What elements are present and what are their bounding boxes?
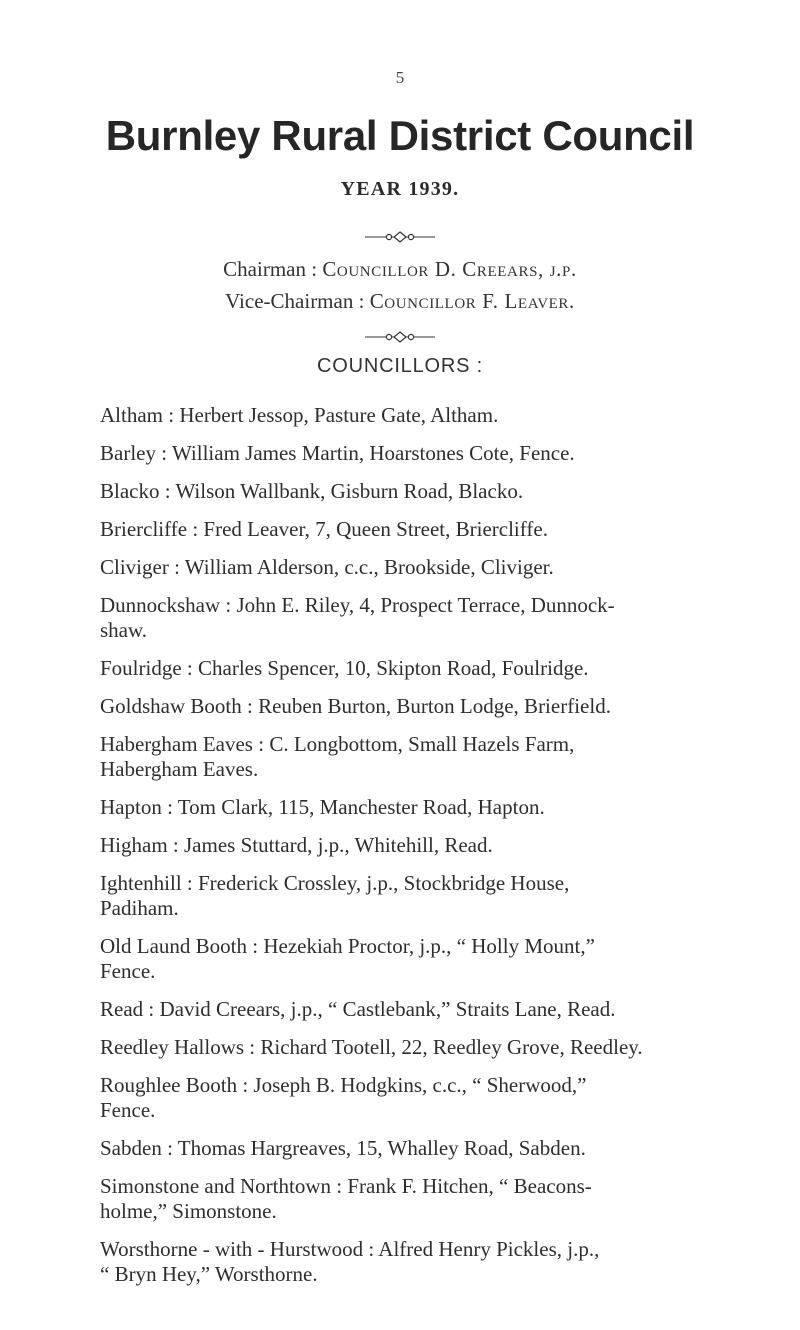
councillor-entry bbox=[100, 732, 706, 782]
councillor-entry bbox=[100, 1136, 706, 1161]
ward-name: Ightenhill : bbox=[100, 871, 193, 895]
councillor-details: Alfred Henry Pickles, j.p., bbox=[378, 1237, 600, 1261]
ward-name: Higham : bbox=[100, 833, 179, 857]
vice-chairman-role: Vice-Chairman : bbox=[225, 289, 365, 313]
divider-ornament bbox=[0, 231, 800, 243]
ward-name: Foulridge : bbox=[100, 656, 193, 680]
councillor-entry bbox=[100, 1174, 706, 1224]
councillor-entry bbox=[100, 555, 706, 580]
councillor-details: Charles Spencer, 10, Skipton Road, Foulridge. bbox=[198, 656, 589, 680]
councillor-entry bbox=[100, 934, 706, 984]
councillor-details: Frank F. Hitchen, “ Beacons- bbox=[347, 1174, 592, 1198]
councillor-entry bbox=[100, 833, 706, 858]
chairman-line bbox=[0, 257, 800, 282]
councillor-details: Wilson Wallbank, Gisburn Road, Blacko. bbox=[175, 479, 524, 503]
councillor-details: Richard Tootell, 22, Reedley Grove, Reedley. bbox=[260, 1035, 643, 1059]
ward-name: Worsthorne - with - Hurstwood : bbox=[100, 1237, 375, 1261]
document-title: Burnley Rural District Council bbox=[105, 112, 695, 159]
councillor-entry bbox=[100, 441, 706, 466]
councillor-details: Joseph B. Hodgkins, c.c., “ Sherwood,” bbox=[253, 1073, 587, 1097]
councillor-details-continued: shaw. bbox=[100, 618, 148, 642]
councillor-entry bbox=[100, 1035, 706, 1060]
ward-name: Barley : bbox=[100, 441, 168, 465]
ward-name: Goldshaw Booth : bbox=[100, 694, 253, 718]
councillor-details-continued: “ Bryn Hey,” Worsthorne. bbox=[100, 1262, 318, 1286]
ward-name: Roughlee Booth : bbox=[100, 1073, 249, 1097]
ward-name: Cliviger : bbox=[100, 555, 180, 579]
ward-name: Habergham Eaves : bbox=[100, 732, 265, 756]
ward-name: Hapton : bbox=[100, 795, 173, 819]
councillor-details: William Alderson, c.c., Brookside, Cliviger. bbox=[184, 555, 554, 579]
councillor-entry bbox=[100, 795, 706, 820]
councillor-entry bbox=[100, 656, 706, 681]
ward-name: Sabden : bbox=[100, 1136, 173, 1160]
councillor-details: Fred Leaver, 7, Queen Street, Briercliffe. bbox=[203, 517, 548, 541]
councillor-details-continued: Fence. bbox=[100, 959, 156, 983]
ward-name: Dunnockshaw : bbox=[100, 593, 232, 617]
councillor-details: Tom Clark, 115, Manchester Road, Hapton. bbox=[177, 795, 545, 819]
ward-name: Old Laund Booth : bbox=[100, 934, 259, 958]
councillor-details: James Stuttard, j.p., Whitehill, Read. bbox=[184, 833, 493, 857]
councillor-details-continued: Padiham. bbox=[100, 896, 179, 920]
councillor-details-continued: Fence. bbox=[100, 1098, 156, 1122]
vice-chairman-name: Councillor F. Leaver. bbox=[369, 289, 575, 313]
ward-name: Altham : bbox=[100, 403, 175, 427]
ward-name: Simonstone and Northtown : bbox=[100, 1174, 343, 1198]
document-year: YEAR 1939. bbox=[340, 178, 460, 200]
ward-name: Reedley Hallows : bbox=[100, 1035, 256, 1059]
councillor-entry bbox=[100, 517, 706, 542]
councillor-details: David Creears, j.p., “ Castlebank,” Straits Lane, Read. bbox=[159, 997, 616, 1021]
councillor-entry bbox=[100, 1073, 706, 1123]
councillor-entry bbox=[100, 593, 706, 643]
chairman-name: Councillor D. Creears, j.p. bbox=[322, 257, 577, 281]
councillor-details: Herbert Jessop, Pasture Gate, Altham. bbox=[179, 403, 499, 427]
chairman-role: Chairman : bbox=[223, 257, 318, 281]
councillor-details-continued: Habergham Eaves. bbox=[100, 757, 259, 781]
vice-chairman-line bbox=[0, 289, 800, 314]
councillor-details: Reuben Burton, Burton Lodge, Brierfield. bbox=[258, 694, 611, 718]
councillor-details-continued: holme,” Simonstone. bbox=[100, 1199, 277, 1223]
ward-name: Read : bbox=[100, 997, 155, 1021]
councillor-entry bbox=[100, 479, 706, 504]
page-number: 5 bbox=[395, 68, 405, 87]
councillor-entry bbox=[100, 997, 706, 1022]
councillor-entry bbox=[100, 871, 706, 921]
councillor-entry bbox=[100, 403, 706, 428]
councillor-details: C. Longbottom, Small Hazels Farm, bbox=[269, 732, 575, 756]
ward-name: Blacko : bbox=[100, 479, 171, 503]
councillor-details: Frederick Crossley, j.p., Stockbridge House, bbox=[198, 871, 570, 895]
councillor-entry bbox=[100, 1237, 706, 1287]
councillor-entry bbox=[100, 694, 706, 719]
ward-name: Briercliffe : bbox=[100, 517, 199, 541]
councillor-details: Hezekiah Proctor, j.p., “ Holly Mount,” bbox=[263, 934, 595, 958]
divider-ornament bbox=[0, 331, 800, 343]
councillor-details: William James Martin, Hoarstones Cote, Fence. bbox=[171, 441, 575, 465]
councillors-list bbox=[100, 403, 706, 1300]
councillors-heading: COUNCILLORS : bbox=[317, 355, 483, 377]
councillor-details: Thomas Hargreaves, 15, Whalley Road, Sabden. bbox=[177, 1136, 586, 1160]
councillor-details: John E. Riley, 4, Prospect Terrace, Dunnock- bbox=[236, 593, 615, 617]
